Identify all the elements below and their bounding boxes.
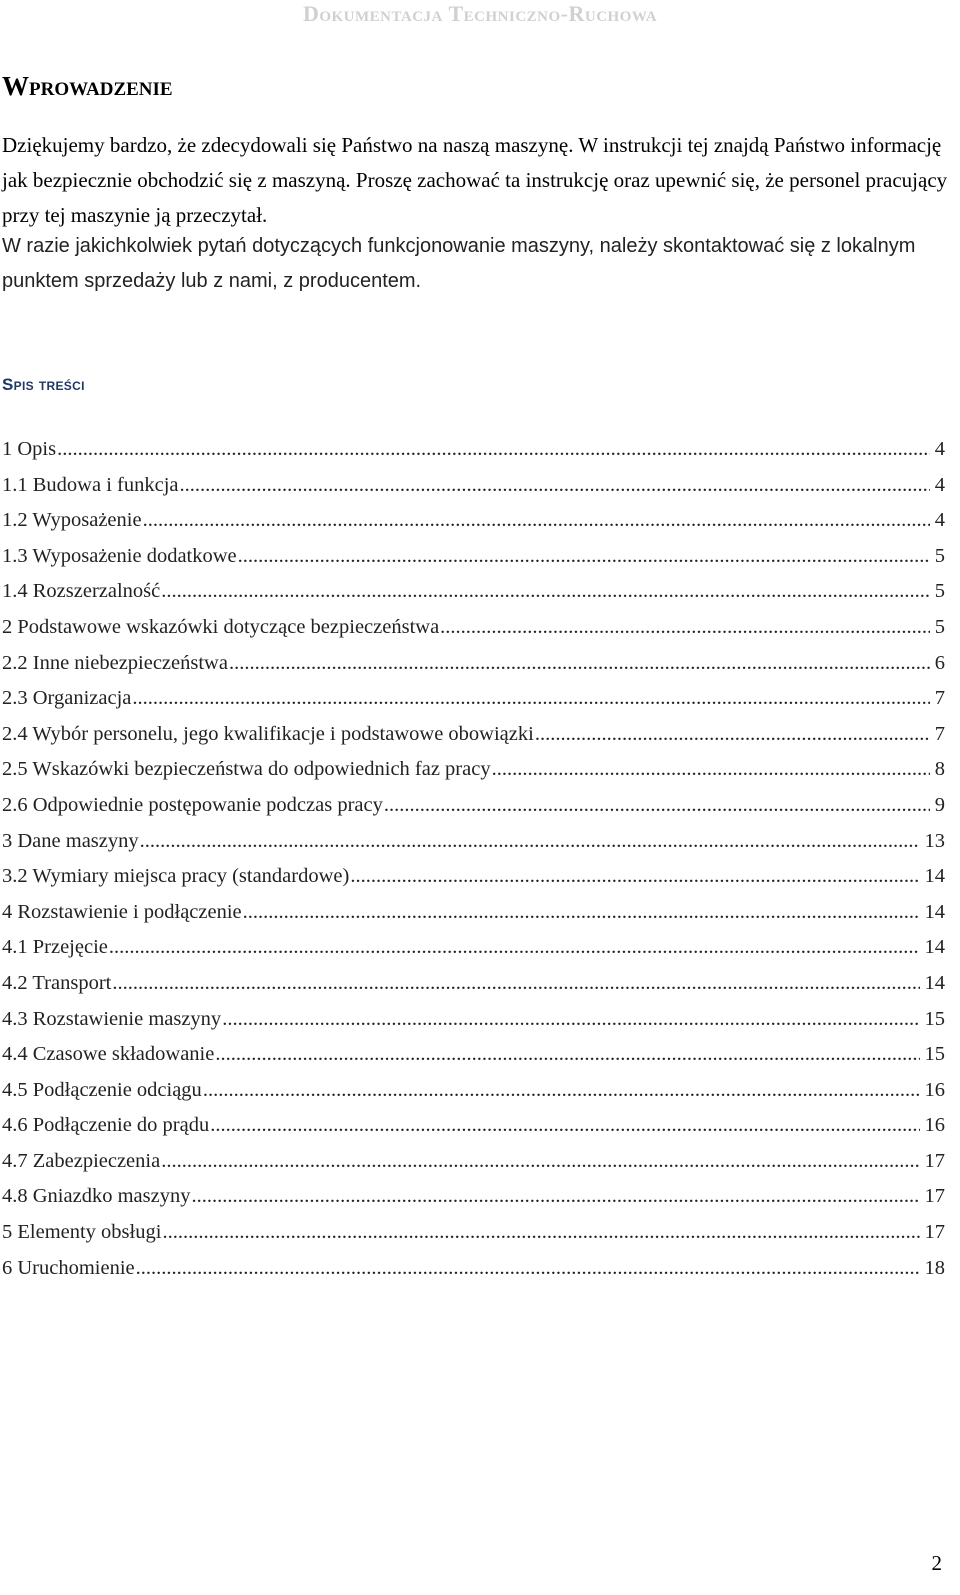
toc-entry-label: 4.4 Czasowe składowanie xyxy=(2,1043,215,1066)
toc-dot-leader xyxy=(160,574,930,609)
toc-entry-page: 14 xyxy=(924,971,945,994)
toc-dot-leader xyxy=(242,895,920,930)
toc-entry[interactable] xyxy=(2,1002,945,1038)
toc-entry-label: 2.4 Wybór personelu, jego kwalifikacje i podstawowe obowiązki xyxy=(2,722,534,745)
toc-entry-page: 6 xyxy=(934,651,945,674)
toc-entry-label: 5 Elementy obsługi xyxy=(2,1221,162,1244)
toc-entry-label: 1.2 Wyposażenie xyxy=(2,509,142,532)
toc-entry[interactable] xyxy=(2,432,945,468)
toc-entry-label: 6 Uruchomienie xyxy=(2,1256,135,1279)
toc-dot-leader xyxy=(209,1108,919,1143)
toc-entry-label: 2.2 Inne niebezpieczeństwa xyxy=(2,651,228,674)
toc-entry-label: 4.5 Podłączenie odciągu xyxy=(2,1078,202,1101)
toc-dot-leader xyxy=(179,468,930,503)
toc-entry-page: 8 xyxy=(934,758,945,781)
toc-entry-page: 18 xyxy=(924,1256,945,1279)
toc-entry[interactable] xyxy=(2,1037,945,1073)
toc-entry-page: 16 xyxy=(924,1078,945,1101)
toc-entry[interactable] xyxy=(2,574,945,610)
toc-entry[interactable] xyxy=(2,1179,945,1215)
toc-entry-label: 1 Opis xyxy=(2,438,57,460)
toc-entry[interactable] xyxy=(2,1073,945,1109)
toc-dot-leader xyxy=(135,1251,920,1286)
toc-entry-label: 2.3 Organizacja xyxy=(2,687,132,710)
toc-entry[interactable] xyxy=(2,1144,945,1180)
toc-entry-label: 2.6 Odpowiednie postępowanie podczas pracy xyxy=(2,793,383,816)
toc-entry-page: 14 xyxy=(924,900,945,923)
toc-entry-page: 17 xyxy=(924,1185,945,1208)
toc-dot-leader xyxy=(108,930,920,965)
toc-dot-leader xyxy=(111,966,919,1001)
toc-title: Spis treści xyxy=(2,375,85,394)
toc-entry[interactable] xyxy=(2,895,945,931)
toc-entry-label: 4.7 Zabezpieczenia xyxy=(2,1149,161,1172)
toc-entry-label: 4.8 Gniazdko maszyny xyxy=(2,1185,191,1208)
toc-dot-leader xyxy=(190,1179,919,1214)
toc-entry-page: 5 xyxy=(934,544,945,567)
toc-entry[interactable] xyxy=(2,788,945,824)
toc-dot-leader xyxy=(161,1215,919,1250)
toc-entry-page: 5 xyxy=(934,580,945,603)
toc-entry[interactable] xyxy=(2,539,945,575)
toc-dot-leader xyxy=(202,1073,920,1108)
toc-entry[interactable] xyxy=(2,752,945,788)
toc-entry-label: 4.6 Podłączenie do prądu xyxy=(2,1114,210,1137)
page-number: 2 xyxy=(931,1551,942,1575)
toc-entry-page: 7 xyxy=(934,722,945,745)
toc-dot-leader xyxy=(383,788,930,823)
intro-paragraph-thanks: Dziękujemy bardzo, że zdecydowali się Państwo na naszą maszynę. W instrukcji tej znajdą Państwo informację jak bezpiecznie obchodzić się z maszyną. Proszę zachować ta instrukcję oraz upewnić się, że personel pracujący przy tej maszynie ją przeczytał. xyxy=(2,133,948,227)
toc-entry-page: 14 xyxy=(924,936,945,959)
toc-entry[interactable] xyxy=(2,646,945,682)
toc-dot-leader xyxy=(142,503,930,538)
toc-dot-leader xyxy=(221,1002,919,1037)
toc-entry-label: 1.3 Wyposażenie dodatkowe xyxy=(2,544,237,567)
table-of-contents xyxy=(2,432,945,1286)
toc-entry[interactable] xyxy=(2,1251,945,1287)
toc-entry-page: 4 xyxy=(934,438,945,460)
section-title: Wprowadzenie xyxy=(2,71,173,101)
toc-dot-leader xyxy=(491,752,930,787)
toc-entry[interactable] xyxy=(2,930,945,966)
toc-entry[interactable] xyxy=(2,1215,945,1251)
toc-entry-page: 4 xyxy=(934,509,945,532)
toc-entry-label: 4 Rozstawienie i podłączenie xyxy=(2,900,242,923)
toc-entry[interactable] xyxy=(2,610,945,646)
toc-entry-page: 9 xyxy=(934,793,945,816)
toc-entry-label: 1.1 Budowa i funkcja xyxy=(2,473,179,496)
intro-paragraph-contact: W razie jakichkolwiek pytań dotyczących funkcjonowanie maszyny, należy skontaktować się z lokalnym punktem sprzedaży lub z nami, z producentem. xyxy=(2,235,916,292)
toc-entry-page: 5 xyxy=(934,615,945,638)
toc-dot-leader xyxy=(131,681,929,716)
toc-entry[interactable] xyxy=(2,859,945,895)
toc-entry-page: 7 xyxy=(934,687,945,710)
toc-entry[interactable] xyxy=(2,966,945,1002)
toc-dot-leader xyxy=(56,432,930,467)
toc-entry-page: 4 xyxy=(934,473,945,496)
toc-entry[interactable] xyxy=(2,1108,945,1144)
toc-dot-leader xyxy=(228,646,930,681)
toc-entry-label: 3.2 Wymiary miejsca pracy (standardowe) xyxy=(2,865,350,888)
toc-dot-leader xyxy=(214,1037,919,1072)
toc-entry-page: 13 xyxy=(924,829,945,852)
toc-dot-leader xyxy=(160,1144,919,1179)
toc-entry[interactable] xyxy=(2,824,945,860)
toc-entry-label: 4.3 Rozstawienie maszyny xyxy=(2,1007,222,1030)
toc-entry-page: 17 xyxy=(924,1149,945,1172)
toc-entry-label: 1.4 Rozszerzalność xyxy=(2,580,161,603)
toc-entry-label: 4.1 Przejęcie xyxy=(2,936,108,959)
toc-entry-page: 15 xyxy=(924,1043,945,1066)
running-header: Dokumentacja Techniczno-Ruchowa xyxy=(302,1,658,26)
toc-entry[interactable] xyxy=(2,503,945,539)
toc-entry-page: 16 xyxy=(924,1114,945,1137)
toc-entry-page: 17 xyxy=(924,1221,945,1244)
toc-entry-page: 15 xyxy=(924,1007,945,1030)
toc-entry-label: 2.5 Wskazówki bezpieczeństwa do odpowiednich faz pracy xyxy=(2,758,491,781)
toc-entry-label: 2 Podstawowe wskazówki dotyczące bezpieczeństwa xyxy=(2,615,440,638)
toc-entry[interactable] xyxy=(2,681,945,717)
toc-entry-page: 14 xyxy=(924,865,945,888)
toc-dot-leader xyxy=(139,824,920,859)
toc-dot-leader xyxy=(534,717,930,752)
toc-entry-label: 4.2 Transport xyxy=(2,971,112,994)
toc-dot-leader xyxy=(237,539,930,574)
toc-entry[interactable] xyxy=(2,468,945,504)
toc-dot-leader xyxy=(349,859,919,894)
toc-entry[interactable] xyxy=(2,717,945,753)
toc-dot-leader xyxy=(439,610,930,645)
toc-entry-label: 3 Dane maszyny xyxy=(2,829,139,852)
